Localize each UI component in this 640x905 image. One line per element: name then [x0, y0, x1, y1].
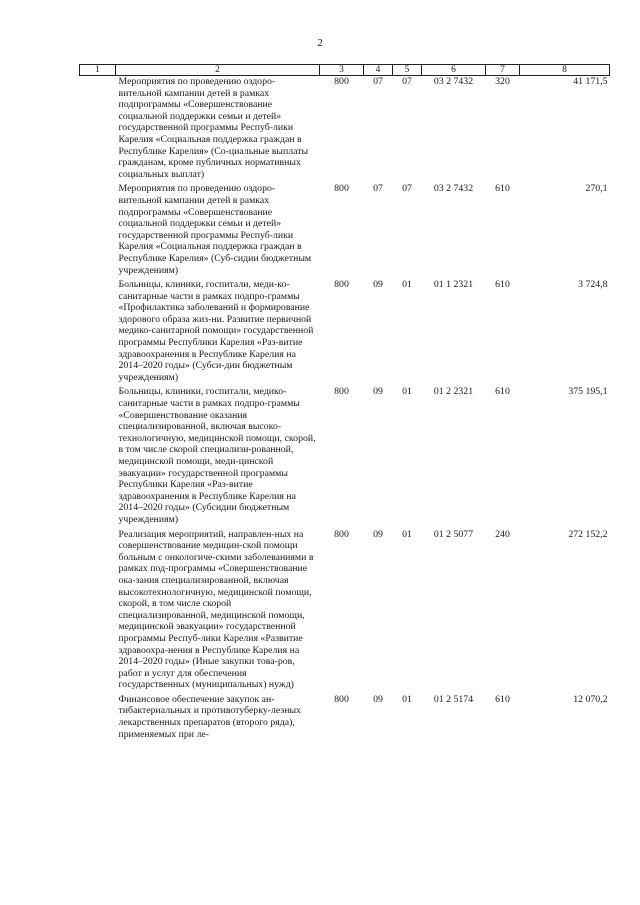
column-number: 4: [364, 65, 393, 76]
target-article-code: 01 2 5077: [433, 528, 474, 540]
row-number-cell: [80, 529, 116, 691]
column-number: 7: [486, 65, 520, 76]
expense-description: Мероприятия по проведению оздоро-вительной кампании детей в рамках подпрограммы «Совершенствование социальной поддержки семьи и детей» государственной программы Респуб-лики Карелия «Социальная поддержка граждан в Республике Карелия» (Со-циальные выплаты гражданам, кроме публичных нормативных социальных выплат): [118, 76, 309, 180]
table-row: [80, 76, 610, 181]
amount: 272 152,2: [568, 528, 608, 540]
expense-type-code: 610: [495, 386, 510, 398]
expense-type-code: 610: [495, 693, 510, 705]
target-article-code: 03 2 7432: [433, 76, 474, 87]
table-row: [80, 279, 610, 383]
table-row: [80, 386, 610, 525]
target-article-code: 03 2 7432: [433, 183, 474, 195]
expense-type-code: 610: [495, 183, 510, 195]
section-code: 09: [373, 386, 383, 398]
column-number: 3: [320, 65, 364, 76]
amount: 12 070,2: [573, 693, 608, 705]
target-article-code: 01 2 2321: [433, 386, 474, 398]
amount: 270,1: [585, 183, 608, 195]
row-number-cell: [80, 76, 116, 181]
expense-description: Мероприятия по проведению оздоро-вительной кампании детей в рамках подпрограммы «Совершенствование социальной поддержки семьи и детей» государственной программы Респуб-лики Карелия «Социальная поддержка граждан в Республике Карелия» (Суб-сидии бюджетным учреждениям): [118, 183, 312, 276]
row-number-cell: [80, 279, 116, 383]
column-number: 2: [116, 65, 320, 76]
expense-type-code: 610: [495, 279, 510, 291]
ministry-code: 800: [334, 693, 349, 705]
section-code: 07: [373, 76, 383, 87]
column-number: 5: [393, 65, 422, 76]
subsection-code: 07: [402, 76, 412, 87]
row-number-cell: [80, 694, 116, 740]
ministry-code: 800: [334, 76, 349, 87]
expense-type-code: 320: [495, 76, 510, 87]
expense-description: Финансовое обеспечение закупок ан-тибактериальных и противотуберку-лезных лекарственных препаратов (второго ряда), применяемых при ле-: [118, 693, 301, 740]
column-number-row: [80, 65, 610, 76]
ministry-code: 800: [334, 183, 349, 195]
target-article-code: 01 2 5174: [433, 693, 474, 705]
expense-description: Больницы, клиники, госпитали, меди-ко-санитарные части в рамках подпро-граммы «Профилактика заболеваний и формирование здорового образа жиз-ни. Развитие первичной медико-санитарной помощи» государственной программы Республики Карелия «Раз-витие здравоохранения в Республике Карелия на 2014–2020 годы» (Субси-дии бюджетным учреждениям): [118, 279, 314, 383]
budget-table: [79, 64, 610, 740]
table-row: [80, 529, 610, 691]
target-article-code: 01 1 2321: [433, 279, 474, 291]
ministry-code: 800: [334, 279, 349, 291]
expense-description: Реализация мероприятий, направлен-ных на совершенствование медицин-ской помощи больным с онкологиче-скими заболеваниями в рамках под-программы «Совершенствование ока-зания специализированной, включая высокотехнологичную, медицинской помощи, скорой, в том числе скорой специализированной, медицинской помощи, медицинской эвакуации» государственной программы Респуб-лики Карелия «Развитие здравоохра-нения в Республике Карелия на 2014–2020 годы» (Иные закупки това-ров, работ и услуг для обеспечения государственных (муниципальных) нужд): [118, 528, 314, 691]
row-number-cell: [80, 386, 116, 525]
row-number-cell: [80, 183, 116, 276]
amount: 3 724,8: [578, 279, 608, 291]
subsection-code: 01: [402, 528, 412, 540]
ministry-code: 800: [334, 386, 349, 398]
table-row: [80, 694, 610, 740]
expense-description: Больницы, клиники, госпитали, медико-санитарные части в рамках подпро-граммы «Совершенствование оказания специализированной, включая высоко-технологичную, медицинской помощи, скорой, в том числе скорой специализи-рованной, медицинской помощи, меди-цинской эвакуации» государственной программы Республики Карелия «Раз-витие здравоохранения в Республике Карелия на 2014–2020 годы» (Субсидии бюджетным учреждениям): [118, 386, 316, 525]
column-number: 6: [422, 65, 486, 76]
amount: 41 171,5: [573, 76, 608, 87]
expense-type-code: 240: [495, 528, 510, 540]
section-code: 09: [373, 528, 383, 540]
section-code: 09: [373, 693, 383, 705]
section-code: 09: [373, 279, 383, 291]
subsection-code: 01: [402, 693, 412, 705]
amount: 375 195,1: [568, 386, 608, 398]
table-row: [80, 183, 610, 276]
column-number: 1: [80, 65, 116, 76]
subsection-code: 01: [402, 386, 412, 398]
column-number: 8: [520, 65, 610, 76]
page-number: 2: [317, 37, 323, 49]
subsection-code: 07: [402, 183, 412, 195]
ministry-code: 800: [334, 528, 349, 540]
subsection-code: 01: [402, 279, 412, 291]
section-code: 07: [373, 183, 383, 195]
